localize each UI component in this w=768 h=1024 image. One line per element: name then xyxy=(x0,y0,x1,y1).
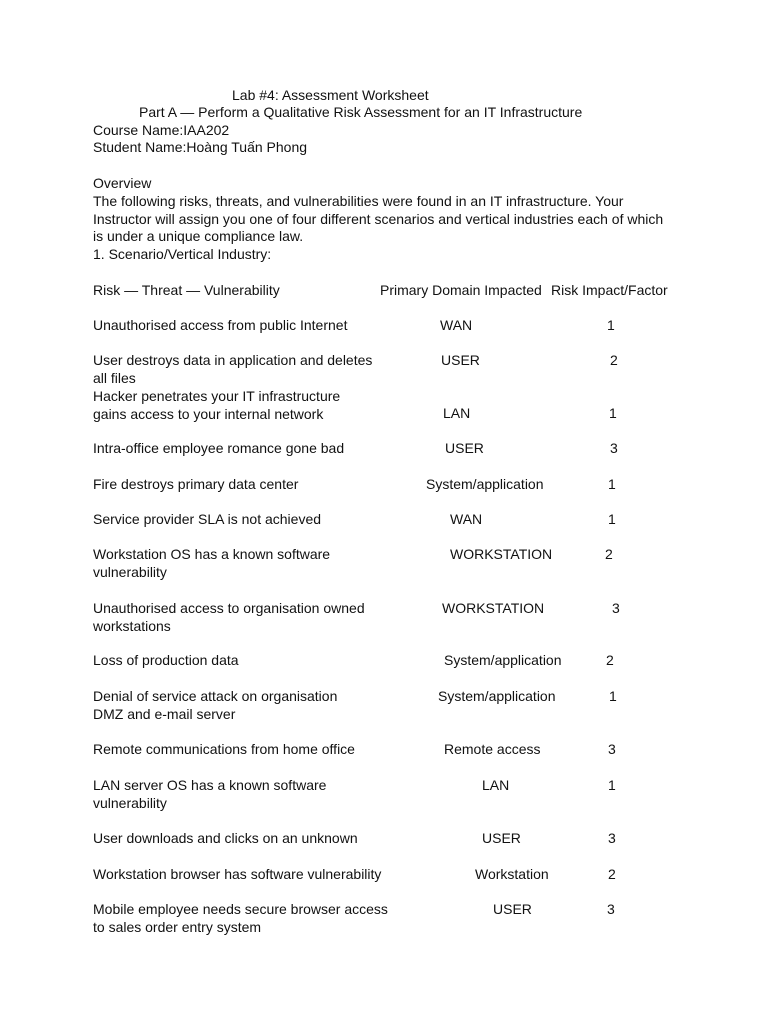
risk-line-2: gains access to your internal network xyxy=(93,405,324,422)
risk-line-1: LAN server OS has a known software xyxy=(93,777,327,793)
risk-description xyxy=(93,388,340,423)
risk-description xyxy=(93,688,337,723)
factor-cell: 1 xyxy=(608,476,616,492)
factor-cell: 1 xyxy=(608,511,616,527)
risk-line-1: Service provider SLA is not achieved xyxy=(93,511,322,527)
factor-cell: 2 xyxy=(610,352,618,368)
factor-cell: 3 xyxy=(608,830,616,846)
risk-line-1: Unauthorised access from public Internet xyxy=(93,317,348,333)
risk-line-1: Workstation OS has a known software xyxy=(93,546,331,562)
table-row xyxy=(0,440,768,476)
risk-description xyxy=(93,511,321,529)
table-row xyxy=(0,600,768,636)
risk-description xyxy=(93,652,239,670)
column-header-risk: Risk — Threat — Vulnerability xyxy=(93,282,280,298)
table-row xyxy=(0,546,768,582)
scenario-label: 1. Scenario/Vertical Industry: xyxy=(93,246,272,262)
domain-cell: Workstation xyxy=(475,866,549,882)
domain-cell: System/application xyxy=(426,476,544,492)
table-row xyxy=(0,777,768,813)
risk-line-1: Intra-office employee romance gone bad xyxy=(93,440,345,456)
risk-description xyxy=(93,352,372,387)
domain-cell: System/application xyxy=(438,688,556,704)
table-row xyxy=(0,352,768,388)
factor-cell: 3 xyxy=(608,741,616,757)
factor-cell: 1 xyxy=(609,405,617,421)
factor-cell: 3 xyxy=(612,600,620,616)
risk-line-1: Hacker penetrates your IT infrastructure xyxy=(93,388,341,404)
domain-cell: WAN xyxy=(440,317,473,333)
risk-line-1: User destroys data in application and deletes xyxy=(93,352,373,368)
student-name: Student Name:Hoàng Tuấn Phong xyxy=(93,139,308,155)
domain-cell: USER xyxy=(445,440,484,456)
risk-description xyxy=(93,317,347,335)
factor-cell: 2 xyxy=(608,866,616,882)
domain-cell: LAN xyxy=(443,405,471,421)
column-header-domain: Primary Domain Impacted xyxy=(380,282,542,298)
factor-cell: 1 xyxy=(609,688,617,704)
table-row xyxy=(0,511,768,547)
course-name: Course Name:IAA202 xyxy=(93,122,230,138)
risk-description xyxy=(93,476,298,494)
risk-description xyxy=(93,440,344,458)
risk-line-2: vulnerability xyxy=(93,794,167,811)
worksheet-title: Lab #4: Assessment Worksheet xyxy=(232,87,429,103)
risk-line-1: Unauthorised access to organisation owned xyxy=(93,600,365,616)
column-header-factor: Risk Impact/Factor xyxy=(551,282,668,298)
risk-line-1: Fire destroys primary data center xyxy=(93,476,299,492)
factor-cell: 1 xyxy=(607,317,615,333)
factor-cell: 1 xyxy=(608,777,616,793)
risk-description xyxy=(93,600,365,635)
factor-cell: 2 xyxy=(605,546,613,562)
risk-line-1: Denial of service attack on organisation xyxy=(93,688,338,704)
domain-cell: Remote access xyxy=(444,741,541,757)
worksheet-subtitle: Part A — Perform a Qualitative Risk Assessment for an IT Infrastructure xyxy=(139,104,583,120)
factor-cell: 3 xyxy=(610,440,618,456)
table-row xyxy=(0,901,768,937)
domain-cell: LAN xyxy=(482,777,510,793)
risk-line-1: User downloads and clicks on an unknown xyxy=(93,830,358,846)
table-row xyxy=(0,688,768,724)
overview-text-line-2: Instructor will assign you one of four different scenarios and vertical industries each of which xyxy=(93,211,664,227)
domain-cell: USER xyxy=(441,352,480,368)
domain-cell: WORKSTATION xyxy=(450,546,553,562)
overview-heading: Overview xyxy=(93,175,152,191)
risk-line-1: Remote communications from home office xyxy=(93,741,355,757)
risk-description xyxy=(93,901,388,936)
risk-line-2: to sales order entry system xyxy=(93,918,262,935)
table-row xyxy=(0,830,768,866)
domain-cell: USER xyxy=(493,901,532,917)
risk-line-1: Loss of production data xyxy=(93,652,239,668)
risk-description xyxy=(93,546,330,581)
risk-description xyxy=(93,866,381,884)
table-row xyxy=(0,476,768,512)
table-row xyxy=(0,652,768,688)
table-row xyxy=(0,866,768,902)
domain-cell: System/application xyxy=(444,652,562,668)
domain-cell: WORKSTATION xyxy=(442,600,545,616)
factor-cell: 2 xyxy=(606,652,614,668)
table-row xyxy=(0,388,768,424)
table-row xyxy=(0,317,768,353)
risk-line-1: Workstation browser has software vulnerability xyxy=(93,866,382,882)
domain-cell: USER xyxy=(482,830,521,846)
risk-line-2: workstations xyxy=(93,617,171,634)
table-row xyxy=(0,741,768,777)
risk-line-2: all files xyxy=(93,369,136,386)
risk-line-2: vulnerability xyxy=(93,563,167,580)
risk-line-1: Mobile employee needs secure browser access xyxy=(93,901,388,917)
risk-description xyxy=(93,777,326,812)
domain-cell: WAN xyxy=(450,511,483,527)
factor-cell: 3 xyxy=(607,901,615,917)
risk-line-2: DMZ and e-mail server xyxy=(93,705,236,722)
risk-description xyxy=(93,830,358,848)
risk-description xyxy=(93,741,355,759)
overview-text-line-3: is under a unique compliance law. xyxy=(93,228,304,244)
overview-text-line-1: The following risks, threats, and vulnerabilities were found in an IT infrastructure. Your xyxy=(93,193,624,209)
